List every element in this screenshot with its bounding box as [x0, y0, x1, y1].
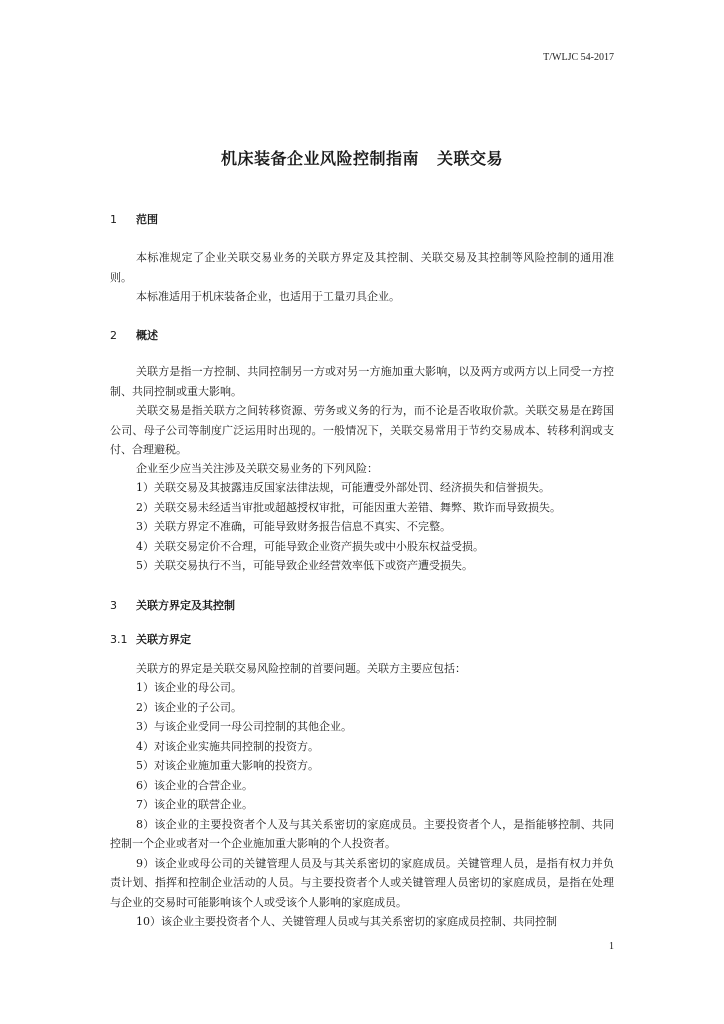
section-1-paragraph: 本标准规定了企业关联交易业务的关联方界定及其控制、关联交易及其控制等风险控制的通用准则。 — [110, 251, 614, 284]
page-number: 1 — [609, 941, 614, 952]
list-item: 3）关联方界定不准确，可能导致财务报告信息不真实、不完整。 — [136, 520, 451, 533]
document-title — [0, 146, 724, 169]
list-item: 10）该企业主要投资者个人、关键管理人员或与其关系密切的家庭成员控制、共同控制 — [136, 915, 557, 928]
list-item: 2）关联交易未经适当审批或超越授权审批，可能因重大差错、舞弊、欺诈而导致损失。 — [136, 500, 561, 514]
title-sub: 关联交易 — [437, 149, 504, 168]
standard-code: T/WLJC 54-2017 — [543, 52, 614, 63]
section-3-1-heading: 3.1 关联方界定 — [110, 633, 191, 646]
section-3-1-intro: 关联方的界定是关联交易风险控制的首要问题。关联方主要应包括： — [136, 662, 466, 675]
list-item: 5）对该企业施加重大影响的投资方。 — [136, 759, 319, 772]
list-item: 6）该企业的合营企业。 — [136, 778, 253, 792]
list-item: 3）与该企业受同一母公司控制的其他企业。 — [136, 720, 352, 733]
section-2-paragraph: 关联方是指一方控制、共同控制另一方或对另一方施加重大影响，以及两方或两方以上同受一方控制、共同控制或重大影响。 — [110, 365, 614, 398]
list-item: 4）对该企业实施共同控制的投资方。 — [136, 739, 319, 753]
list-item: 1）该企业的母公司。 — [136, 681, 242, 694]
list-item: 2）该企业的子公司。 — [136, 700, 242, 714]
section-1-heading: 1 范围 — [110, 213, 158, 226]
list-item: 4）关联交易定价不合理，可能导致企业资产损失或中小股东权益受损。 — [136, 539, 484, 553]
risk-list — [110, 478, 614, 576]
section-3-heading: 3 关联方界定及其控制 — [110, 599, 235, 612]
list-item: 7）该企业的联营企业。 — [136, 798, 253, 811]
section-2-paragraph: 关联交易是指关联方之间转移资源、劳务或义务的行为，而不论是否收取价款。关联交易是在跨国公司、母子公司等制度广泛运用时出现的。一般情况下，关联交易常用于节约交易成本、转移利润或支付、合理避税。 — [110, 404, 614, 456]
section-2-paragraph: 企业至少应当关注涉及关联交易业务的下列风险： — [136, 462, 378, 475]
list-item: 1）关联交易及其披露违反国家法律法规，可能遭受外部处罚、经济损失和信誉损失。 — [136, 481, 550, 494]
list-item: 9）该企业或母公司的关键管理人员及与其关系密切的家庭成员。关键管理人员，是指有权力并负责计划、指挥和控制企业活动的人员。与主要投资者个人或关键管理人员密切的家庭成员，是指在处理与企业的交易时可能影响该个人或受该个人影响的家庭成员。 — [110, 856, 614, 909]
list-item: 8）该企业的主要投资者个人及与其关系密切的家庭成员。主要投资者个人，是指能够控制、共同控制一个企业或者对一个企业施加重大影响的个人投资者。 — [110, 817, 614, 850]
related-party-list — [110, 678, 614, 932]
title-main: 机床装备企业风险控制指南 — [220, 149, 419, 168]
section-2-heading: 2 概述 — [110, 329, 158, 342]
list-item: 5）关联交易执行不当，可能导致企业经营效率低下或资产遭受损失。 — [136, 559, 473, 572]
section-1-paragraph: 本标准适用于机床装备企业，也适用于工量刃具企业。 — [136, 290, 400, 303]
